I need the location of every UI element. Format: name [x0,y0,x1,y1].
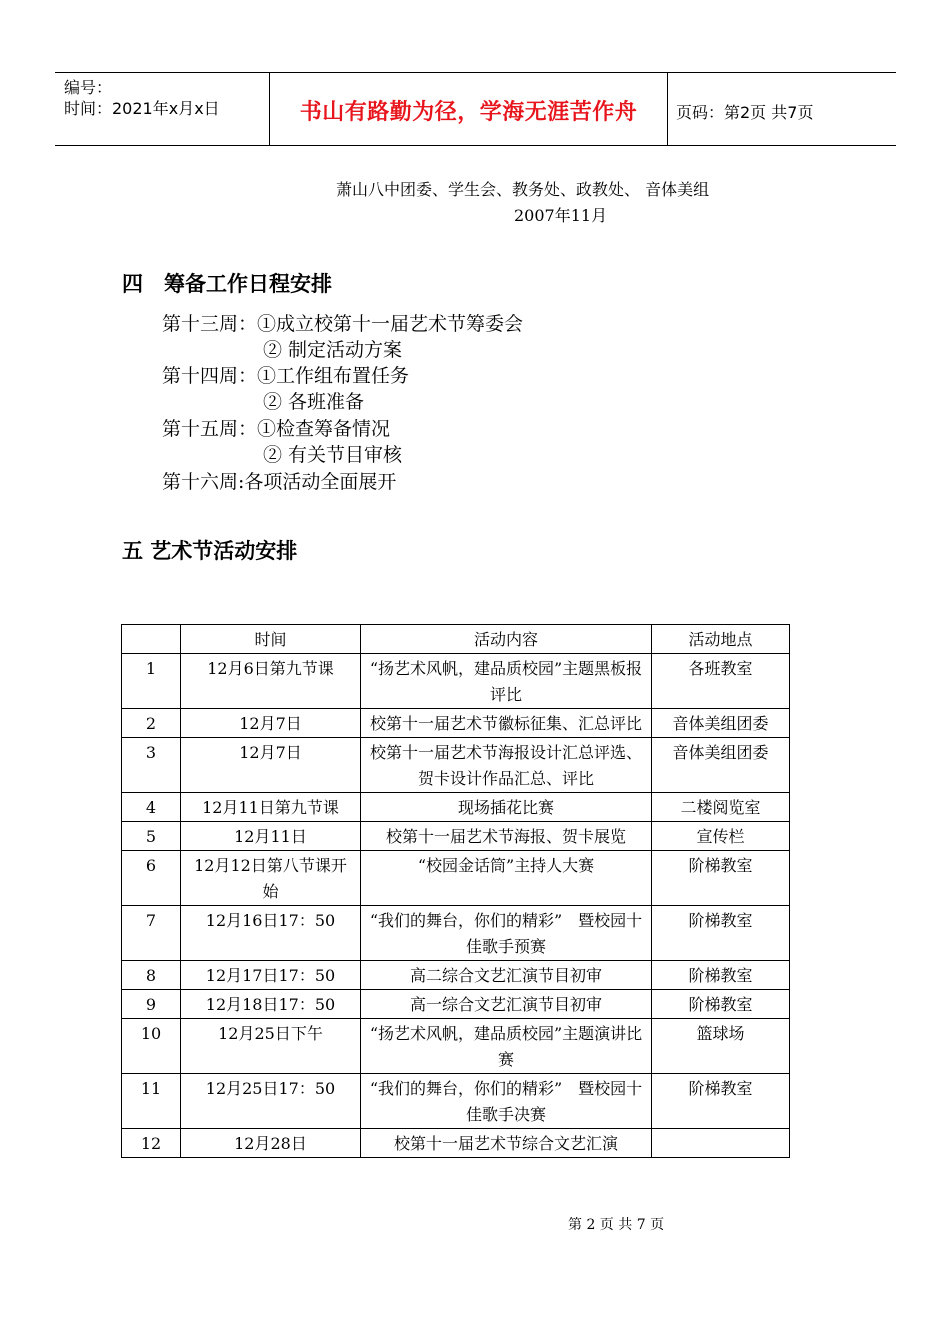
section4-title: 四 筹备工作日程安排 [122,272,332,296]
content-cell: 现场插花比赛 [361,793,652,822]
table-row [122,1019,790,1074]
schedule-line: 第十六周:各项活动全面展开 [162,471,397,493]
header-page-code: 页码：第2页 共7页 [676,103,814,122]
place-cell: 阶梯教室 [652,1074,790,1129]
row-number-cell: 3 [122,738,181,793]
content-cell: “我们的舞台，你们的精彩” 暨校园十佳歌手预赛 [361,906,652,961]
row-number-cell: 6 [122,851,181,906]
table-row [122,709,790,738]
header-divider-right [667,73,668,145]
time-cell: 12月18日17：50 [181,990,361,1019]
place-cell: 阶梯教室 [652,961,790,990]
page-footer: 第 2 页 共 7 页 [568,1217,665,1233]
content-cell: 校第十一届艺术节综合文艺汇演 [361,1129,652,1158]
place-cell [652,1129,790,1158]
content-cell: 校第十一届艺术节海报、贺卡展览 [361,822,652,851]
activity-table [121,624,790,1158]
table-row [122,1074,790,1129]
schedule-line: ② 有关节目审核 [263,444,403,466]
time-cell: 12月17日17：50 [181,961,361,990]
place-cell: 篮球场 [652,1019,790,1074]
table-header-cell: 活动地点 [652,625,790,654]
time-cell: 12月7日 [181,709,361,738]
content-cell: “扬艺术风帆，建品质校园”主题演讲比赛 [361,1019,652,1074]
signature-date: 2007年11月 [514,206,608,225]
table-row [122,990,790,1019]
table-header-cell: 活动内容 [361,625,652,654]
place-cell: 二楼阅览室 [652,793,790,822]
place-cell: 宣传栏 [652,822,790,851]
table-row [122,793,790,822]
header-motto: 书山有路勤为径，学海无涯苦作舟 [299,100,638,125]
row-number-cell: 1 [122,654,181,709]
header-number-label: 编号： [64,78,113,97]
row-number-cell: 9 [122,990,181,1019]
schedule-line: 第十三周：①成立校第十一届艺术节筹委会 [162,313,524,335]
row-number-cell: 2 [122,709,181,738]
time-cell: 12月12日第八节课开始 [181,851,361,906]
content-cell: 校第十一届艺术节徽标征集、汇总评比 [361,709,652,738]
header-meta [64,77,264,119]
content-cell: “校园金话筒”主持人大赛 [361,851,652,906]
place-cell: 阶梯教室 [652,906,790,961]
time-cell: 12月11日第九节课 [181,793,361,822]
time-cell: 12月6日第九节课 [181,654,361,709]
row-number-cell: 7 [122,906,181,961]
table-row [122,654,790,709]
table-row [122,906,790,961]
content-cell: 高二综合文艺汇演节目初审 [361,961,652,990]
row-number-cell: 11 [122,1074,181,1129]
content-cell: “我们的舞台，你们的精彩” 暨校园十佳歌手决赛 [361,1074,652,1129]
place-cell: 阶梯教室 [652,851,790,906]
row-number-cell: 5 [122,822,181,851]
row-number-cell: 10 [122,1019,181,1074]
place-cell: 各班教室 [652,654,790,709]
table-header-row [122,625,790,654]
time-cell: 12月28日 [181,1129,361,1158]
schedule-line: ② 各班准备 [263,391,365,413]
table-row [122,851,790,906]
schedule-line: ② 制定活动方案 [263,339,403,361]
place-cell: 阶梯教室 [652,990,790,1019]
row-number-cell: 8 [122,961,181,990]
schedule-line: 第十五周：①检查筹备情况 [162,418,391,440]
row-number-cell: 4 [122,793,181,822]
header-time-label: 时间：2021年x月x日 [64,99,220,118]
signature-org: 萧山八中团委、学生会、教务处、政教处、 音体美组 [336,180,710,199]
table-header-cell: 时间 [181,625,361,654]
place-cell: 音体美组团委 [652,738,790,793]
section5-title: 五 艺术节活动安排 [122,539,298,563]
place-cell: 音体美组团委 [652,709,790,738]
content-cell: 校第十一届艺术节海报设计汇总评选、贺卡设计作品汇总、评比 [361,738,652,793]
table-row [122,1129,790,1158]
table-row [122,822,790,851]
content-cell: 高一综合文艺汇演节目初审 [361,990,652,1019]
time-cell: 12月25日17：50 [181,1074,361,1129]
table-row [122,738,790,793]
table-row [122,961,790,990]
time-cell: 12月16日17：50 [181,906,361,961]
row-number-cell: 12 [122,1129,181,1158]
time-cell: 12月7日 [181,738,361,793]
schedule-line: 第十四周：①工作组布置任务 [162,365,410,387]
content-cell: “扬艺术风帆，建品质校园”主题黑板报评比 [361,654,652,709]
page-header [55,72,896,146]
table-header-cell [122,625,181,654]
time-cell: 12月25日下午 [181,1019,361,1074]
time-cell: 12月11日 [181,822,361,851]
